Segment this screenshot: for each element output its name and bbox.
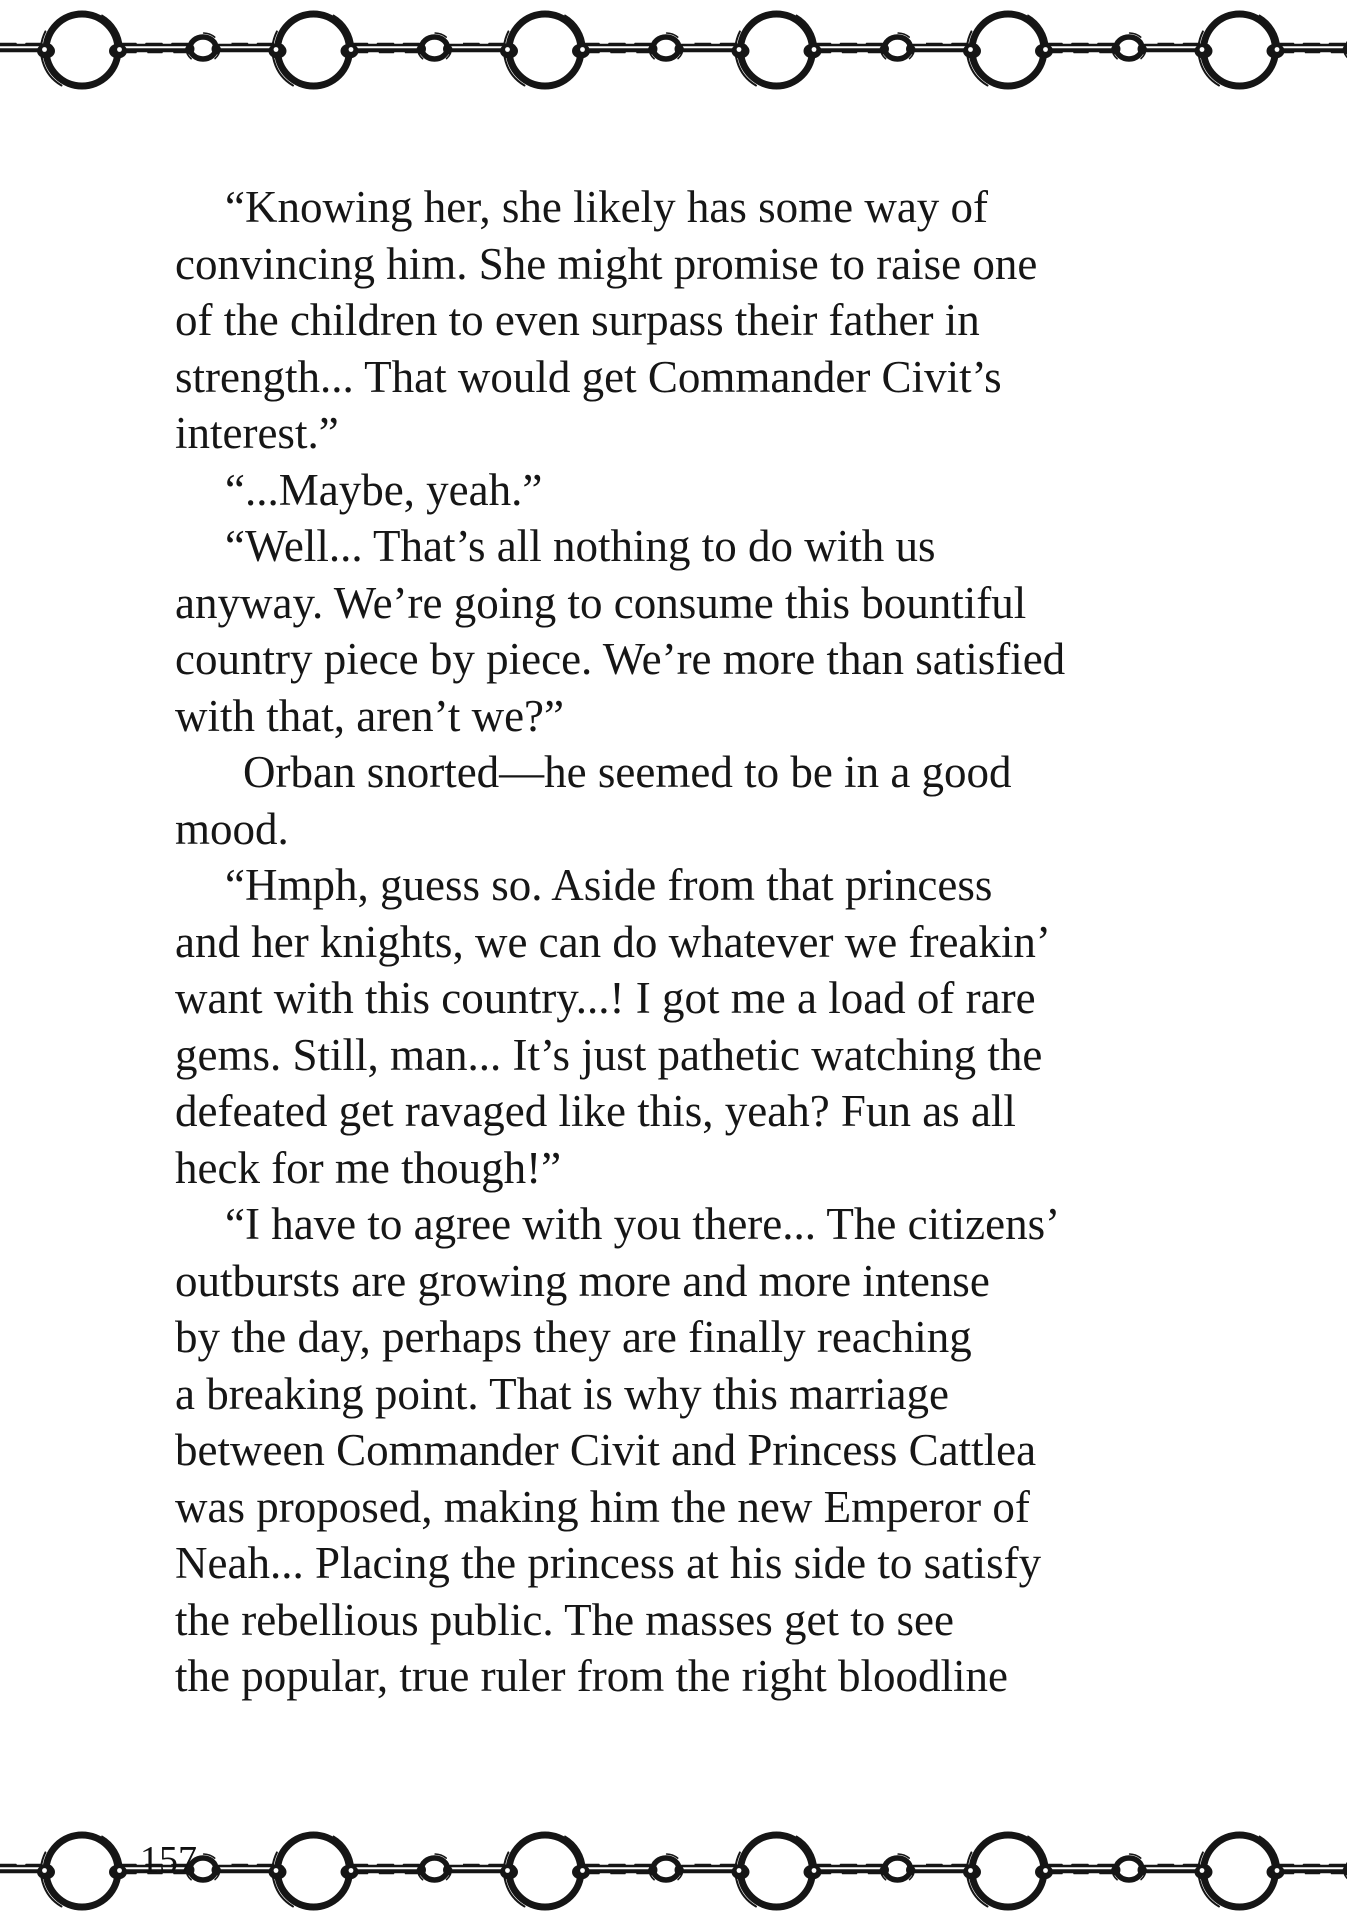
text-line: was proposed, making him the new Emperor of (175, 1481, 1030, 1532)
text-line: the rebellious public. The masses get to see (175, 1594, 954, 1645)
text-line: the popular, true ruler from the right bloodline (175, 1651, 1008, 1701)
text-line: by the day, perhaps they are finally reaching (175, 1312, 972, 1362)
page-text (175, 179, 1065, 1705)
chain-border-top-icon (0, 0, 1347, 100)
text-line: anyway. We’re going to consume this bountiful (175, 577, 1027, 628)
text-line: interest.” (175, 408, 339, 458)
page-number: 157 (140, 1839, 197, 1881)
text-line: “...Maybe, yeah.” (225, 464, 543, 515)
text-line: country piece by piece. We’re more than satisfied (175, 634, 1066, 684)
text-line: want with this country...! I got me a load of rare (175, 973, 1036, 1023)
text-line: defeated get ravaged like this, yeah? Fun as all (175, 1086, 1016, 1136)
text-line: “Hmph, guess so. Aside from that princess (225, 860, 993, 910)
text-line: heck for me though!” (175, 1142, 562, 1193)
text-line: outbursts are growing more and more intense (175, 1255, 990, 1306)
text-line: with that, aren’t we?” (175, 690, 565, 741)
text-line: “Knowing her, she likely has some way of (225, 182, 989, 232)
text-line: and her knights, we can do whatever we freakin’ (175, 916, 1051, 967)
text-line: of the children to even surpass their father in (175, 295, 980, 345)
text-line: “Well... That’s all nothing to do with us (225, 521, 936, 571)
chain-border-bottom-icon (0, 1821, 1347, 1919)
text-line: gems. Still, man... It’s just pathetic watching the (175, 1029, 1043, 1080)
text-line: a breaking point. That is why this marriage (175, 1368, 949, 1419)
text-line: Orban snorted—he seemed to be in a good (243, 747, 1012, 797)
text-line: “I have to agree with you there... The citizens’ (225, 1199, 1061, 1249)
text-line: mood. (175, 803, 289, 854)
text-line: convincing him. She might promise to raise one (175, 238, 1038, 289)
text-line: strength... That would get Commander Civit’s (175, 351, 1002, 402)
text-line: between Commander Civit and Princess Cattlea (175, 1425, 1037, 1475)
text-line: Neah... Placing the princess at his side to satisfy (175, 1538, 1042, 1588)
